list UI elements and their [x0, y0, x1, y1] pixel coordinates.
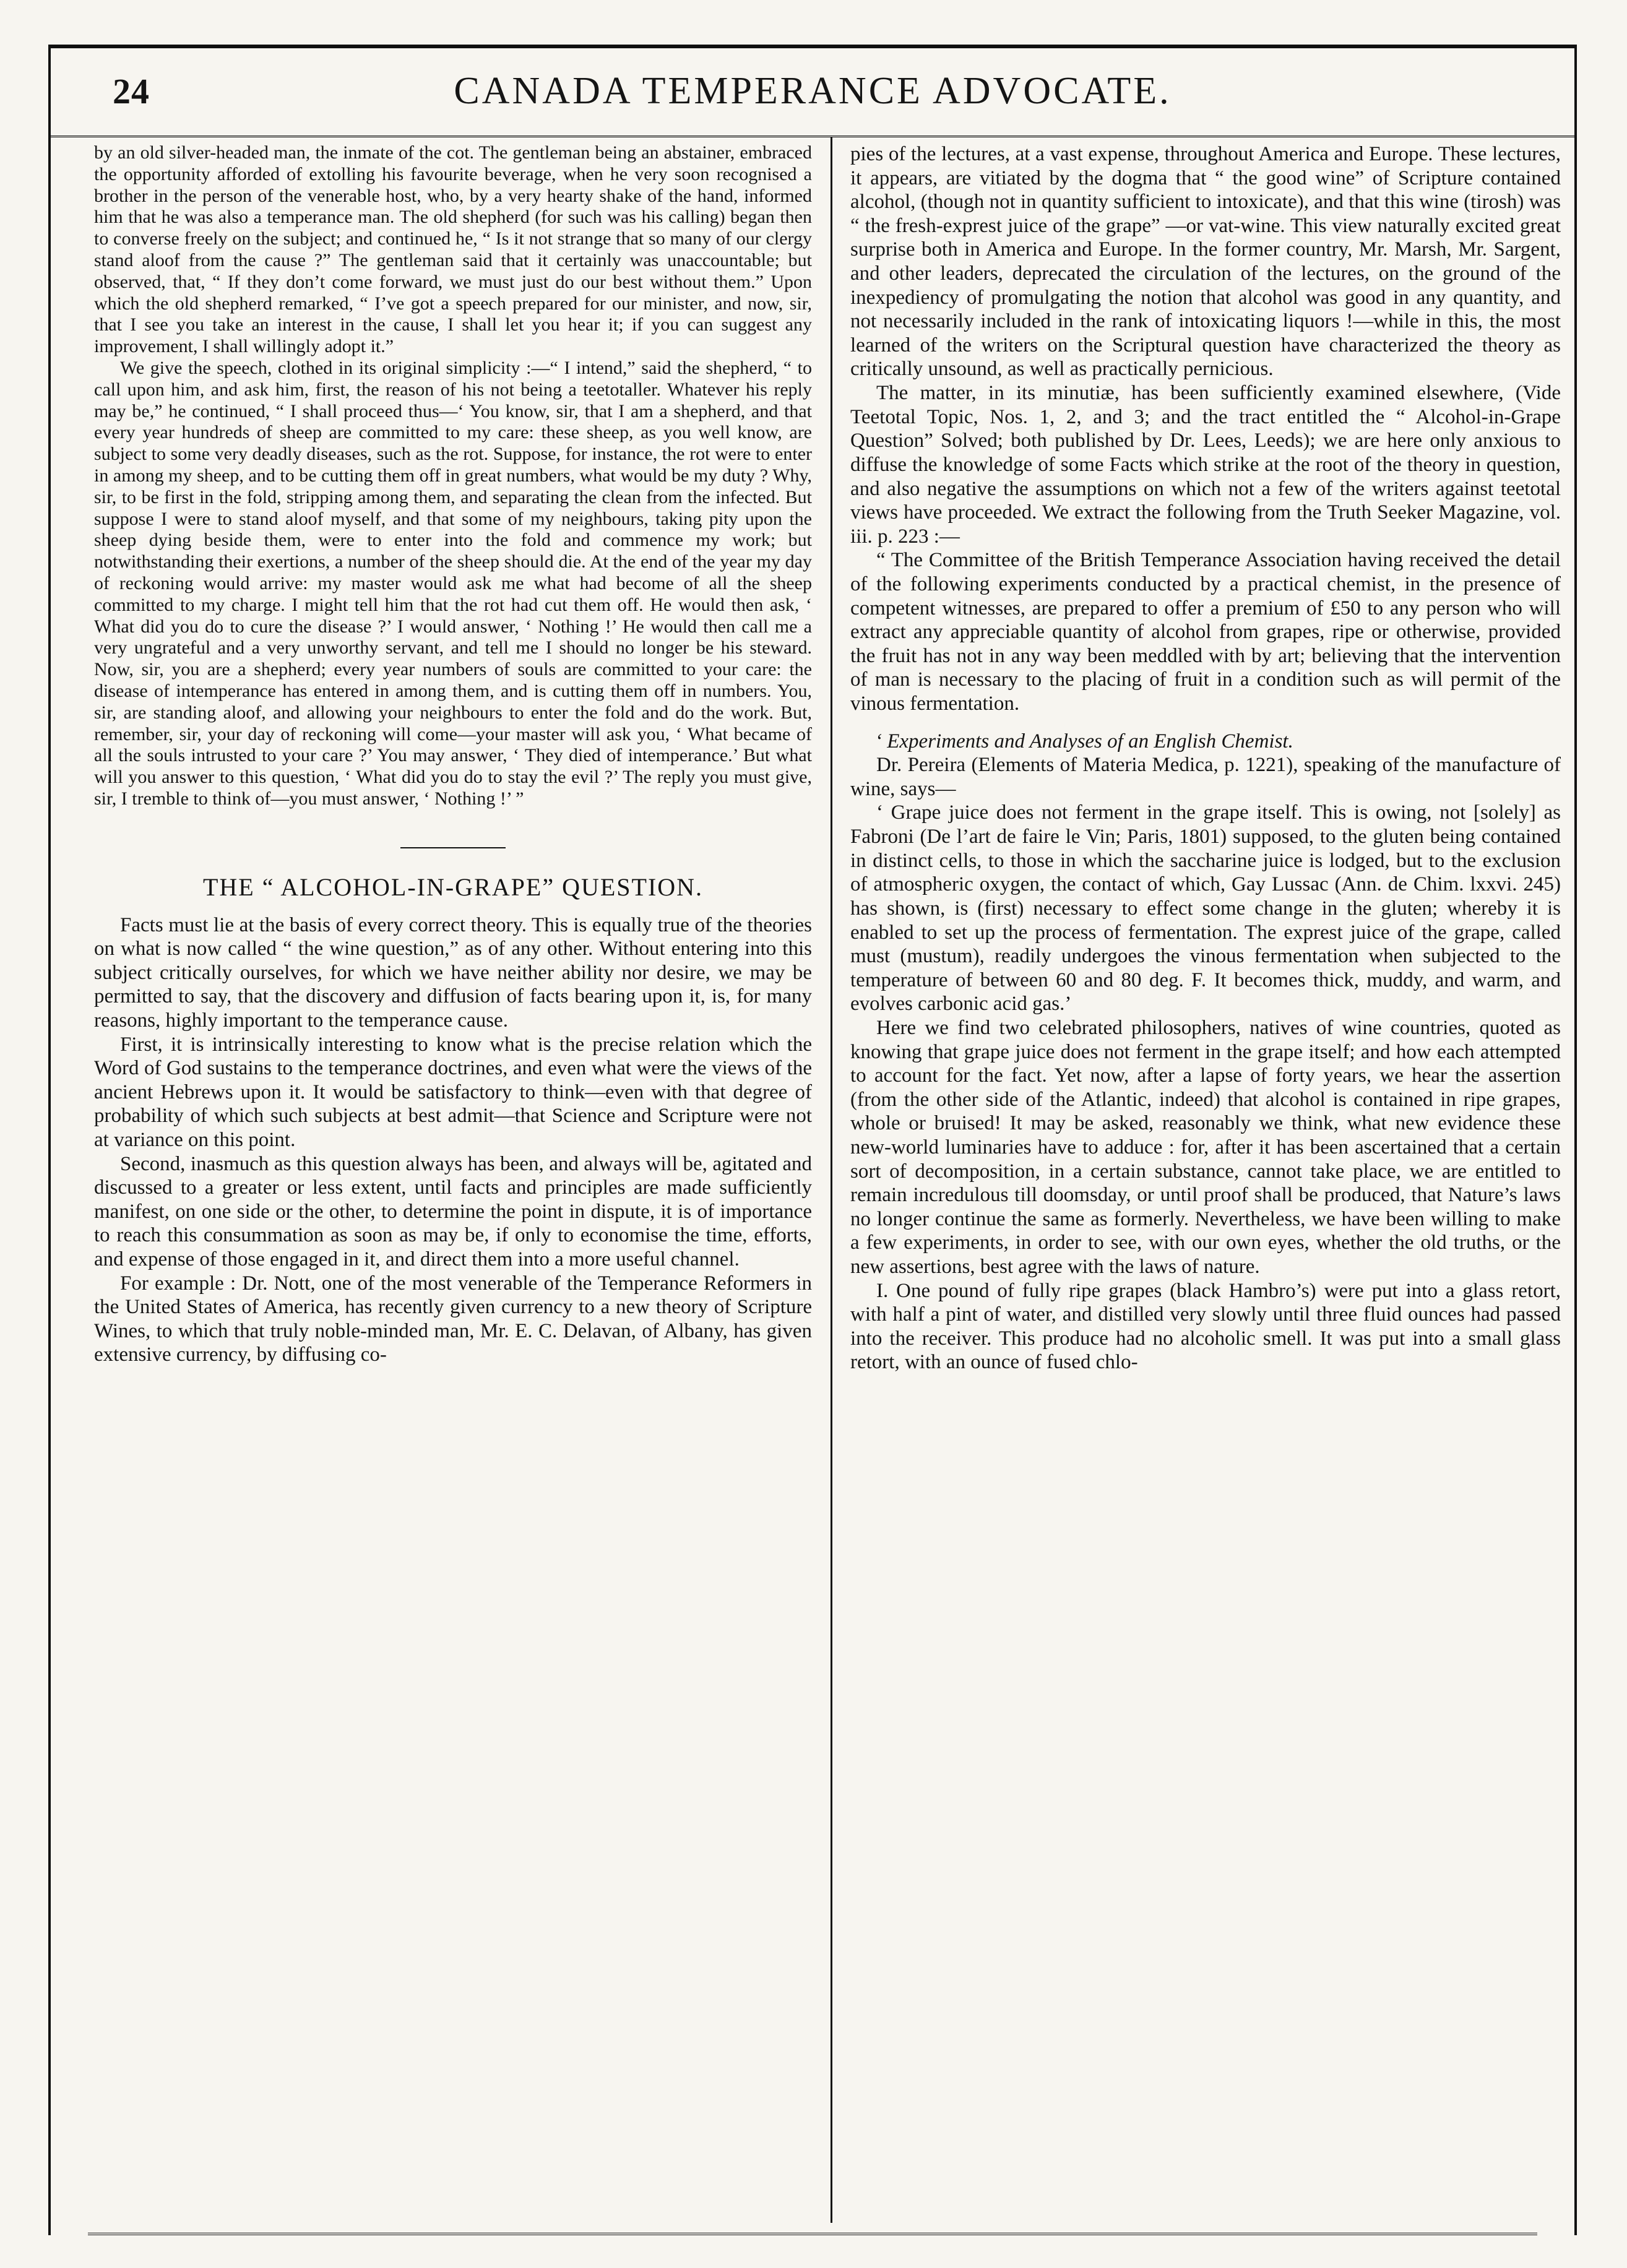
article-paragraph-facts: Facts must lie at the basis of every correct theory. This is equally true of the theories on what is now called “ the wine question,” as of any other. Without entering into this subject critically ourselves, for which we have neither ability nor desire, we may be permitted to say, that the discovery and diffusion of facts bearing upon it, is, for many reasons, highly important to the temperance cause. — [94, 913, 812, 1032]
philosophers-paragraph: Here we find two celebrated philosophers, natives of wine countries, quoted as knowing that grape juice does not ferment in the grape itself; and how each attempted to account for the fact. Yet now, after a lapse of forty years, we hear the assertion (from the other side of the Atlantic, indeed) that alcohol is contained in ripe grapes, whole or bruised! It may be asked, reasonably we think, what new evidence these new-world luminaries have to adduce : for, after it has been ascertained that a certain sort of decomposition, in a certain substance, cannot take place, we are entitled to remain incredulous till doomsday, or until proof shall be produced, that Nature’s laws no longer continue the same as formerly. Nevertheless, we have been willing to make a few experiments, in order to see, with our own eyes, whether the old truths, or the new assertions, best agree with the laws of nature. — [850, 1016, 1561, 1278]
right-column — [850, 142, 1561, 2223]
newspaper-page — [48, 45, 1577, 2235]
shepherd-paragraph-1: by an old silver-headed man, the inmate of the cot. The gentleman being an abstainer, embraced the opportunity afforded of extolling his favourite beverage, when he very soon recognised a brother in the person of the venerable host, who, by a very hearty shake of the hand, informed him that he was also a temperance man. The old shepherd (for such was his calling) began then to converse freely on the subject; and continued he, “ Is it not strange that so many of our clergy stand aloof from the cause ?” The gentleman said that it certainly was unaccountable; but observed, that, “ If they don’t come forward, we must just do our best without them.” Upon which the old shepherd remarked, “ I’ve got a speech prepared for our minister, and now, sir, that I see you take an interest in the cause, I shall let you hear it; if you can suggest any improvement, I shall willingly adopt it.” — [94, 142, 812, 357]
pereira-paragraph: Dr. Pereira (Elements of Materia Medica, p. 1221), speaking of the manufacture of wine, says— — [850, 754, 1561, 800]
article-title: THE “ ALCOHOL-IN-GRAPE” QUESTION. — [202, 873, 704, 901]
article-paragraph-second: Second, inasmuch as this question always has been, and always will be, agitated and discussed to a greater or less extent, until facts and principles are made sufficiently manifest, on one side or the other, to determine the point in dispute, it is of importance to reach this consummation as soon as may be, if only to economise the time, efforts, and expense of those engaged in it, and direct them into a more useful channel. — [94, 1152, 812, 1271]
article-separator — [400, 847, 506, 848]
lectures-paragraph: pies of the lectures, at a vast expense, throughout America and Europe. These lectures, it appears, are vitiated by the dogma that “ the good wine” of Scripture contained alcohol, (though not in quantity sufficient to intoxicate), and that this wine (tirosh) was “ the fresh-exprest juice of the grape” —or vat-wine. This view naturally excited great surprise both in America and Europe. In the former country, Mr. Marsh, Mr. Sargent, and other leaders, deprecated the circulation of the lectures, on the ground of the inexpediency of promulgating the notion that alcohol was good in any quantity, and not necessarily included in the rank of intoxicating liquors !—while in this, the most learned of the writers on the Scriptural question have characterized the theory as critically unsound, as well as practically pernicious. — [850, 143, 1561, 381]
experiment-one-paragraph: I. One pound of fully ripe grapes (black Hambro’s) were put into a glass retort, with half a pint of water, and distilled very slowly until three fluid ounces had passed into the receiver. This produce had no alcoholic smell. It was put into a small glass retort, with an ounce of fused chlo- — [850, 1279, 1561, 1374]
text-columns — [51, 137, 1574, 2223]
page-header — [51, 45, 1574, 137]
grape-juice-quote: ‘ Grape juice does not ferment in the grape itself. This is owing, not [solely] as Fabroni (De l’art de faire le Vin; Paris, 1801) supposed, to the gluten being contained in distinct cells, to those in which the saccharine juice is lodged, but to the exclusion of atmospheric oxygen, the contact of which, Gay Lussac (Ann. de Chim. lxxvi. 245) has shown, is (first) necessary to effect some change in the gluten; whereby it is enabled to set up the process of fermentation. The exprest juice of the grape, called must (mustum), readily undergoes the vinous fermentation when subjected to the temperature of between 60 and 80 deg. F. It becomes thick, muddy, and warm, and evolves carbonic acid gas.’ — [850, 801, 1561, 1015]
column-divider — [831, 137, 832, 2223]
committee-paragraph: “ The Committee of the British Temperance Association having received the detail of the following experiments conducted by a practical chemist, in the presence of competent witnesses, are prepared to offer a premium of £50 to any person who will extract any appreciable quantity of alcohol from grapes, ripe or otherwise, provided the fruit has not in any way been meddled with by art; believing that the intervention of man is necessary to the placing of fruit in a condition such as will permit of the vinous fermentation. — [850, 549, 1561, 715]
left-column — [94, 142, 812, 2223]
matter-paragraph: The matter, in its minutiæ, has been sufficiently examined elsewhere, (Vide Teetotal Topic, Nos. 1, 2, and 3; and the tract entitled the “ Alcohol-in-Grape Question” Solved; both published by Dr. Lees, Leeds); we are here only anxious to diffuse the knowledge of some Facts which strike at the root of the theory in question, and also negative the assumptions on which not a few of the writers against teetotal views have proceeded. We extract the following from the Truth Seeker Magazine, vol. iii. p. 223 :— — [850, 382, 1561, 548]
article-paragraph-first: First, it is intrinsically interesting to know what is the precise relation which the Word of God sustains to the temperance doctrines, and even what were the views of the ancient Hebrews upon it. It would be satisfactory to think—even with that degree of probability of which such subjects at best admit—that Science and Scripture were not at variance on this point. — [94, 1033, 812, 1151]
masthead-title: CANADA TEMPERANCE ADVOCATE. — [454, 70, 1172, 112]
experiments-subheading: ‘ Experiments and Analyses of an English Chemist. — [875, 730, 1293, 752]
footer-rule — [88, 2233, 1537, 2235]
page-number: 24 — [113, 71, 150, 111]
article-paragraph-example: For example : Dr. Nott, one of the most venerable of the Temperance Reformers in the United States of America, has recently given currency to a new theory of Scripture Wines, to which that truly noble-minded man, Mr. E. C. Delavan, of Albany, has given extensive currency, by diffusing co- — [94, 1272, 812, 1366]
shepherd-speech-paragraph: We give the speech, clothed in its original simplicity :—“ I intend,” said the shepherd, “ to call upon him, and ask him, first, the reason of his not being a teetotaller. Whatever his reply may be,” he continued, “ I shall proceed thus—‘ You know, sir, that I am a shepherd, and that every year hundreds of sheep are committed to my care: these sheep, as you well know, are subject to some very deadly diseases, such as the rot. Suppose, for instance, the rot were to enter in among my sheep, and to be cutting them off in great numbers, what would be my duty ? Why, sir, to be first in the fold, stripping among them, and separating the clean from the infected. But suppose I were to stand aloof myself, and that some of my neighbours, taking pity upon the sheep dying beside them, were to enter into the fold and commence my work; but notwithstanding their exertions, a number of the sheep should die. At the end of the year my day of reckoning would arrive: my master would ask me what had become of all the sheep committed to my charge. I might tell him that the rot had cut them off. He would then ask, ‘ What did you do to cure the disease ?’ I would answer, ‘ Nothing !’ He would then call me a very ungrateful and a very unworthy servant, and tell me I should no longer be his steward. Now, sir, you are a shepherd; every year numbers of souls are committed to your care: the disease of intemperance has entered in among them, and is cutting them off in numbers. You, sir, are standing aloof, and allowing your neighbours to enter the fold and do the work. But, remember, sir, your day of reckoning will come—your master will ask you, ‘ What became of all the souls intrusted to your care ?’ You may answer, ‘ They died of intemperance.’ But what will you answer to this question, ‘ What did you do to stay the evil ?’ The reply you must give, sir, I tremble to think of—you must answer, ‘ Nothing !’ ” — [94, 357, 812, 809]
